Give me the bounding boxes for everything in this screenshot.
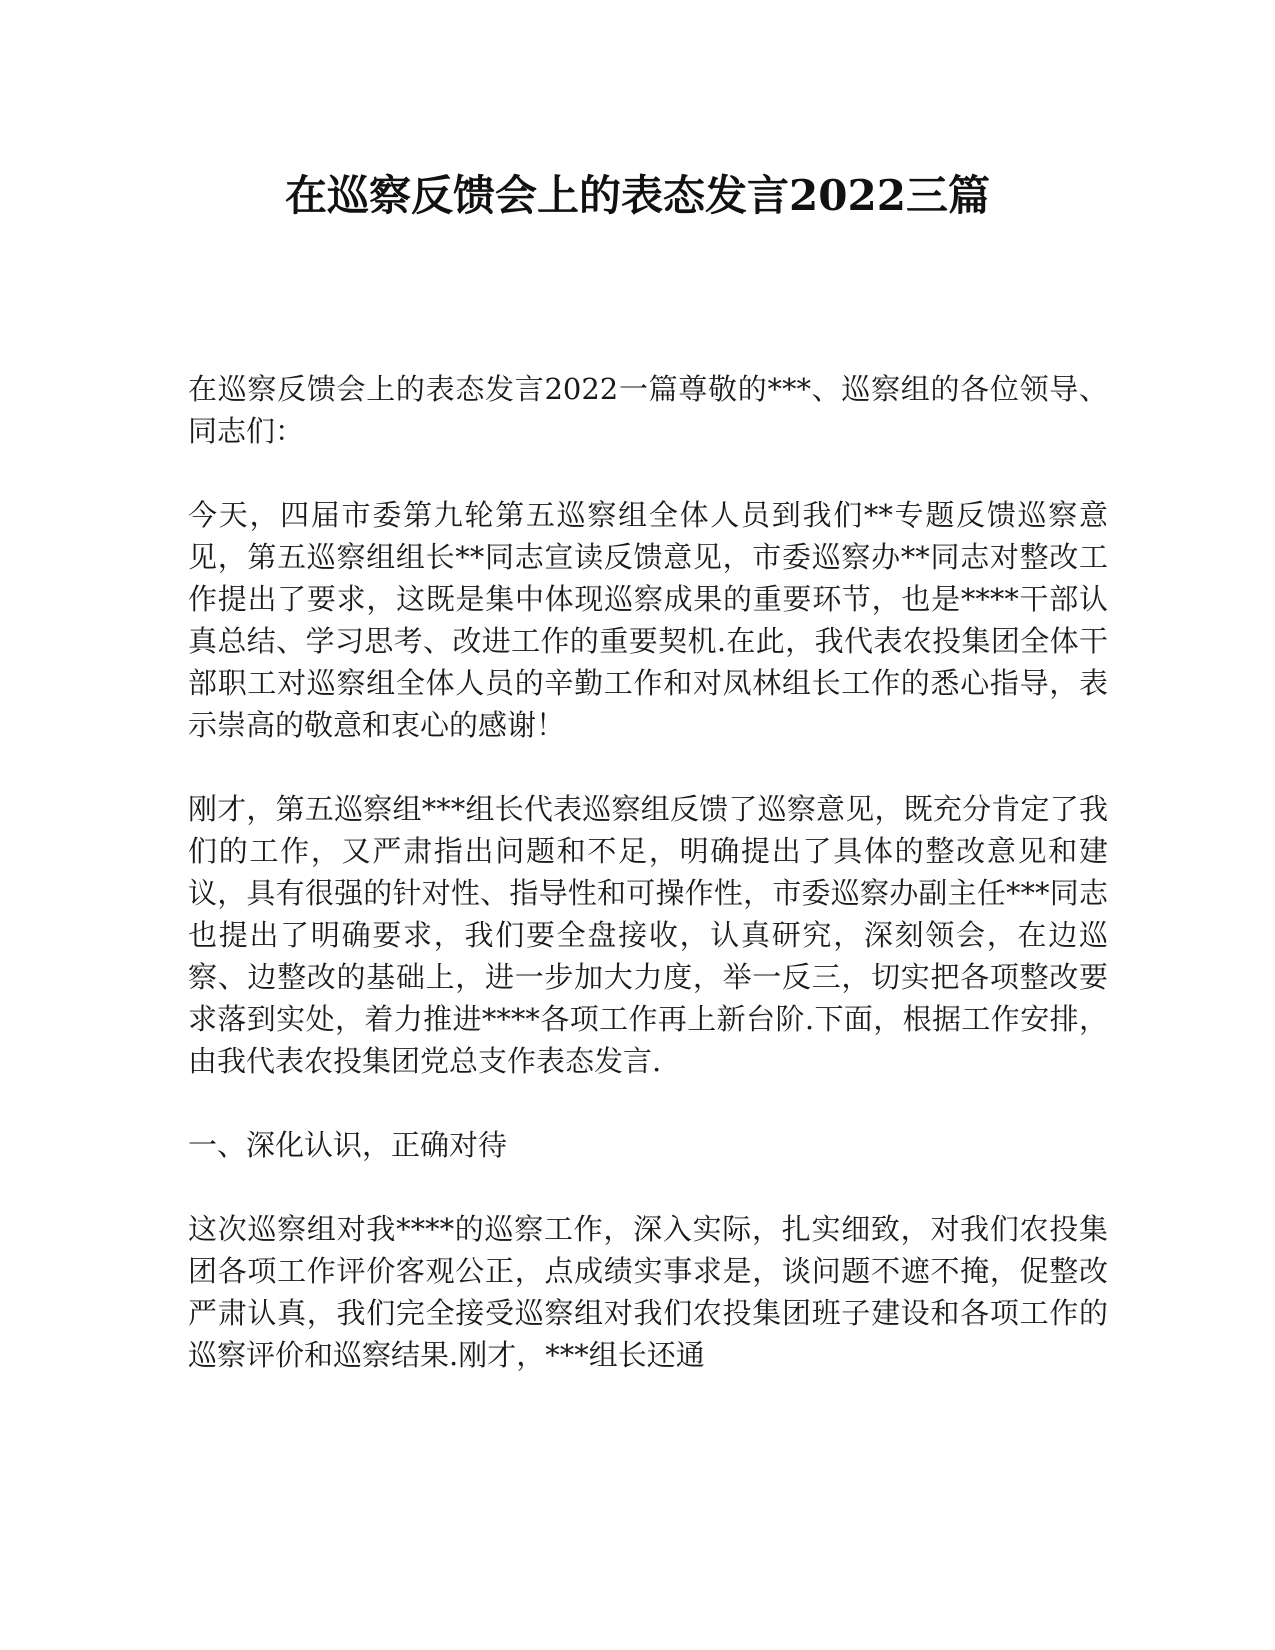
document-title: 在巡察反馈会上的表态发言2022三篇 — [285, 171, 990, 220]
paragraph-section-1: 这次巡察组对我****的巡察工作，深入实际，扎实细致，对我们农投集团各项工作评价客观公正，点成绩实事求是，谈问题不遮不掩，促整改严肃认真，我们完全接受巡察组对我们农投集团班子建设和各项工作的巡察评价和巡察结果.刚才，***组长还通 — [188, 1212, 1108, 1372]
section-heading-1: 一、深化认识，正确对待 — [188, 1128, 508, 1162]
paragraph-response: 刚才，第五巡察组***组长代表巡察组反馈了巡察意见，既充分肯定了我们的工作，又严肃指出问题和不足，明确提出了具体的整改意见和建议，具有很强的针对性、指导性和可操作性，市委巡察办副主任***同志也提出了明确要求，我们要全盘接收，认真研究，深刻领会，在边巡察、边整改的基础上，进一步加大力度，举一反三，切实把各项整改要求落到实处，着力推进****各项工作再上新台阶.下面，根据工作安排，由我代表农投集团党总支作表态发言. — [188, 792, 1108, 1078]
document-body — [188, 368, 1108, 1376]
paragraph-salutation: 在巡察反馈会上的表态发言2022一篇尊敬的***、巡察组的各位领导、同志们： — [188, 372, 1108, 448]
paragraph-opening: 今天，四届市委第九轮第五巡察组全体人员到我们**专题反馈巡察意见，第五巡察组组长**同志宣读反馈意见，市委巡察办**同志对整改工作提出了要求，这既是集中体现巡察成果的重要环节，也是****干部认真总结、学习思考、改进工作的重要契机.在此，我代表农投集团全体干部职工对巡察组全体人员的辛勤工作和对凤林组长工作的悉心指导，表示崇高的敬意和衷心的感谢！ — [188, 498, 1108, 742]
